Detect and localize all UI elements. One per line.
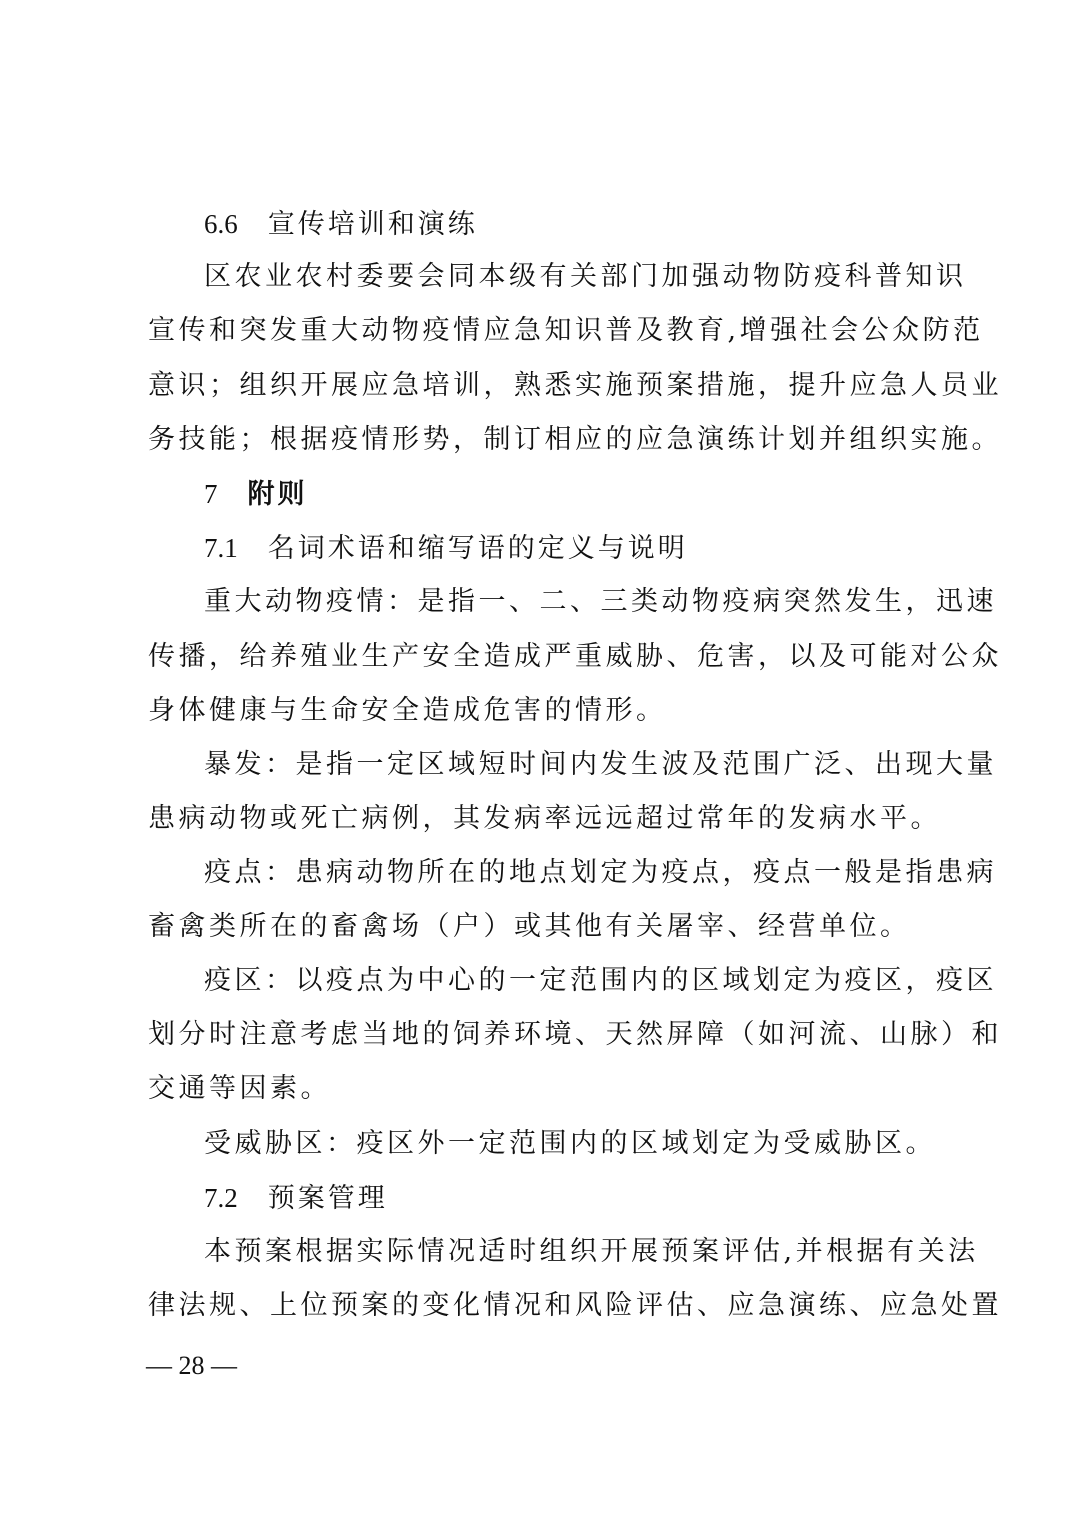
heading-7-1: [204, 528, 688, 568]
paragraph-line: 畜禽类所在的畜禽场（户）或其他有关屠宰、经营单位。: [148, 911, 911, 942]
paragraph-line: 疫点：患病动物所在的地点划定为疫点，疫点一般是指患病: [204, 857, 997, 888]
heading-number: 7.2: [204, 1183, 238, 1213]
paragraph-line: 律法规、上位预案的变化情况和风险评估、应急演练、应急处置: [148, 1290, 1002, 1321]
heading-title: 预案管理: [267, 1183, 388, 1214]
paragraph-line: 受威胁区：疫区外一定范围内的区域划定为受威胁区。: [204, 1128, 936, 1159]
paragraph-line: 意识；组织开展应急培训，熟悉实施预案措施，提升应急人员业: [148, 370, 1002, 401]
page-number: — 28 —: [146, 1351, 237, 1380]
paragraph-line: 区农业农村委要会同本级有关部门加强动物防疫科普知识: [204, 261, 967, 292]
paragraph-line: 暴发：是指一定区域短时间内发生波及范围广泛、出现大量: [204, 749, 997, 780]
paragraph-line: 宣传和突发重大动物疫情应急知识普及教育,增强社会公众防范: [148, 315, 984, 346]
paragraph-line: 疫区：以疫点为中心的一定范围内的区域划定为疫区，疫区: [204, 965, 997, 996]
paragraph-line: 重大动物疫情：是指一、二、三类动物疫病突然发生，迅速: [204, 586, 997, 617]
heading-number: 7: [204, 479, 218, 509]
heading-number: 7.1: [204, 533, 238, 563]
paragraph-line: 划分时注意考虑当地的饲养环境、天然屏障（如河流、山脉）和: [148, 1019, 1002, 1050]
heading-number: 6.6: [204, 209, 238, 239]
heading-7-2: [204, 1178, 388, 1218]
heading-6-6: [204, 204, 478, 244]
paragraph-line: 务技能；根据疫情形势，制订相应的应急演练计划并组织实施。: [148, 424, 1002, 455]
paragraph-line: 患病动物或死亡病例，其发病率远远超过常年的发病水平。: [148, 803, 941, 834]
paragraph-line: 传播，给养殖业生产安全造成严重威胁、危害，以及可能对公众: [148, 641, 1002, 672]
paragraph-line: 身体健康与生命安全造成危害的情形。: [148, 695, 667, 726]
heading-title: 附则: [247, 479, 308, 510]
paragraph-line: 交通等因素。: [148, 1073, 331, 1104]
paragraph-line: 本预案根据实际情况适时组织开展预案评估,并根据有关法: [204, 1236, 979, 1267]
heading-title: 宣传培训和演练: [267, 209, 478, 240]
heading-7: [204, 474, 308, 514]
heading-title: 名词术语和缩写语的定义与说明: [267, 533, 688, 564]
